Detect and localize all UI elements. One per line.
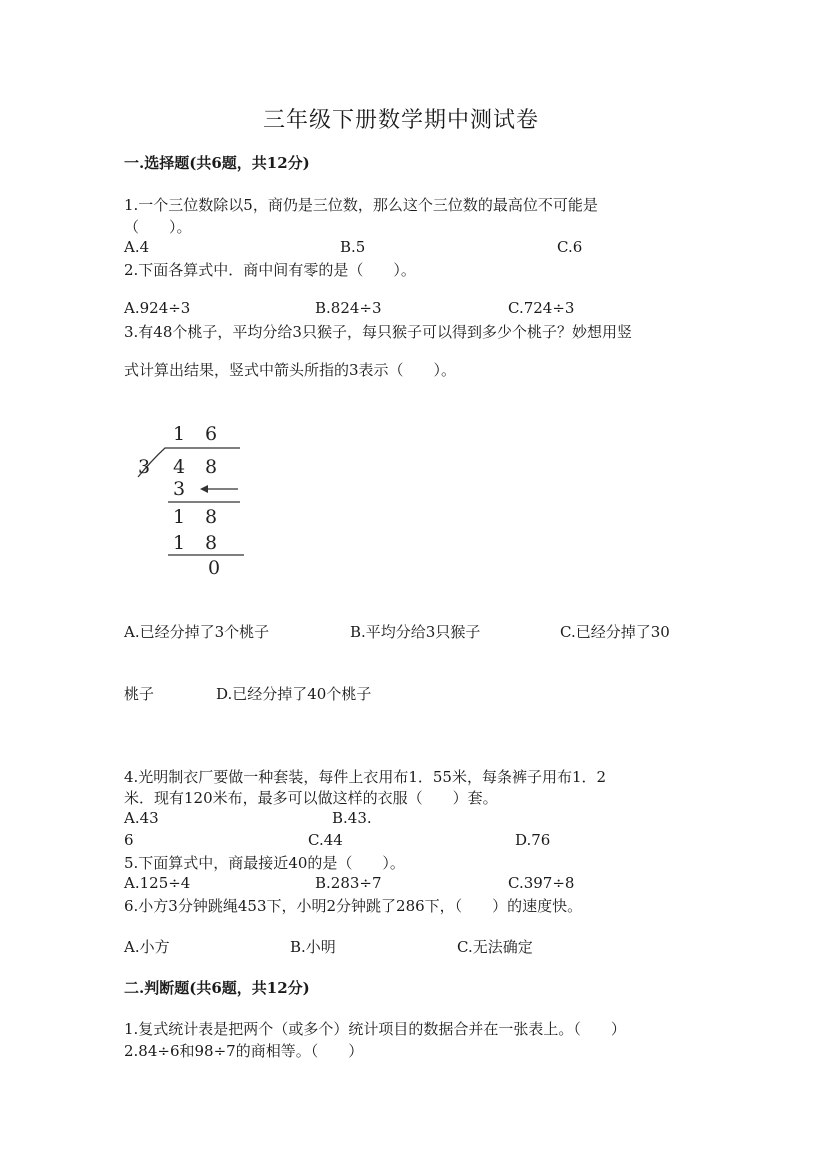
section-header-choice: 一.选择题(共6题，共12分)	[124, 154, 310, 172]
q4-option-a: A.43	[124, 809, 159, 827]
subtract-digit-2: 8	[205, 532, 218, 554]
q6-option-c: C.无法确定	[457, 938, 533, 956]
question-1-line2: （ ）。	[124, 218, 192, 236]
q2-option-b: B.824÷3	[315, 299, 382, 317]
remainder-digit-1: 1	[173, 506, 186, 528]
q3-option-c-continued: 桃子	[124, 685, 155, 703]
q3-option-b: B.平均分给3只猴子	[350, 623, 481, 641]
divisor-digit: 3	[138, 456, 151, 478]
long-division-figure	[130, 415, 260, 585]
question-1-line1: 1.一个三位数除以5，商仍是三位数，那么这个三位数的最高位不可能是	[124, 196, 598, 214]
final-remainder-digit: 0	[208, 557, 221, 579]
q6-option-a: A.小方	[124, 938, 170, 956]
question-3-line2: 式计算出结果，竖式中箭头所指的3表示（ ）。	[124, 361, 457, 379]
dividend-digit-2: 8	[205, 456, 218, 478]
question-3-line1: 3.有48个桃子，平均分给3只猴子，每只猴子可以得到多少个桃子？妙想用竖	[124, 323, 632, 341]
question-2-stem: 2.下面各算式中．商中间有零的是（ ）。	[124, 261, 416, 279]
q1-option-b: B.5	[340, 238, 366, 256]
q1-option-c: C.6	[557, 238, 583, 256]
question-5-stem: 5.下面算式中，商最接近40的是（ ）。	[124, 854, 405, 872]
q5-option-c: C.397÷8	[508, 874, 575, 892]
q5-option-b: B.283÷7	[315, 874, 382, 892]
q4-option-b: B.43.	[332, 809, 372, 827]
q2-option-a: A.924÷3	[124, 299, 191, 317]
q3-option-c: C.已经分掉了30	[560, 623, 670, 641]
dividend-digit-1: 4	[173, 456, 186, 478]
q4-option-b-continued: 6	[124, 831, 134, 849]
q3-option-d: D.已经分掉了40个桃子	[216, 685, 372, 703]
question-6-stem: 6.小方3分钟跳绳453下，小明2分钟跳了286下，（ ）的速度快。	[124, 897, 583, 915]
judgement-question-1: 1.复式统计表是把两个（或多个）统计项目的数据合并在一张表上。（ ）	[124, 1020, 626, 1038]
q4-option-c: C.44	[308, 831, 343, 849]
subtract-digit-1: 1	[173, 532, 186, 554]
division-bracket	[138, 448, 240, 477]
question-4-line1: 4.光明制衣厂要做一种套装，每件上衣用布1．55米，每条裤子用布1．2	[124, 768, 607, 786]
q3-option-a: A.已经分掉了3个桃子	[124, 623, 270, 641]
quotient-digit-2: 6	[205, 423, 218, 445]
question-4-line2: 米．现有120米布，最多可以做这样的衣服（ ）套。	[124, 789, 498, 807]
q2-option-c: C.724÷3	[508, 299, 575, 317]
step1-digit: 3	[173, 478, 186, 500]
q6-option-b: B.小明	[290, 938, 336, 956]
remainder-digit-2: 8	[205, 506, 218, 528]
arrow-head-icon	[200, 485, 208, 493]
q4-option-d: D.76	[515, 831, 551, 849]
quotient-digit-1: 1	[173, 423, 186, 445]
q5-option-a: A.125÷4	[124, 874, 191, 892]
q1-option-a: A.4	[124, 238, 150, 256]
page-title: 三年级下册数学期中测试卷	[263, 108, 540, 133]
judgement-question-2: 2.84÷6和98÷7的商相等。（ ）	[124, 1042, 364, 1060]
section-header-judgement: 二.判断题(共6题，共12分)	[124, 979, 310, 997]
